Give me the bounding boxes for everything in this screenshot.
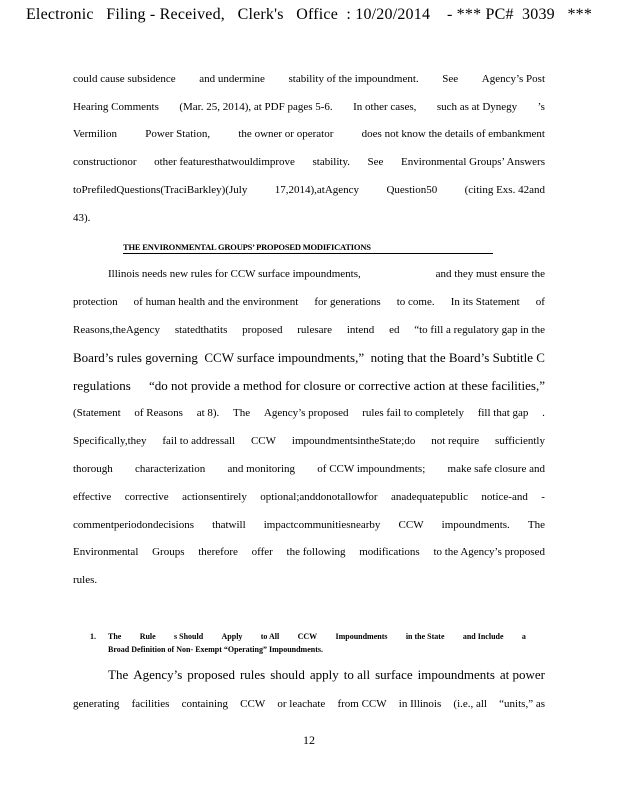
text-line	[108, 267, 545, 281]
text-segment: containing	[181, 698, 229, 710]
subheading-line-2	[108, 645, 323, 655]
text-segment: generating	[73, 698, 120, 710]
text-line	[73, 490, 545, 504]
subheading-word: and Include	[462, 632, 504, 641]
subheading-word: of	[167, 645, 175, 654]
text-segment: “units,” as	[499, 698, 545, 710]
text-segment: notice-and	[481, 491, 528, 503]
text-segment: the owner or operator	[238, 128, 334, 140]
text-line	[108, 668, 545, 682]
text-line	[73, 573, 545, 587]
subheading-word: Broad	[108, 645, 130, 654]
text-segment: modifications	[359, 546, 420, 558]
text-segment: ’s	[537, 101, 545, 113]
text-segment: (i.e., all	[453, 698, 488, 710]
text-segment: optional;anddonotallowfor	[260, 491, 378, 503]
text-segment: Illinois needs new rules for CCW surface impoundments,	[108, 268, 361, 280]
text-segment: CCW surface impoundments,”	[204, 350, 365, 365]
text-segment: CCW	[240, 698, 266, 710]
text-segment: effective	[73, 491, 112, 503]
subheading-word: CCW	[297, 632, 318, 641]
text-line	[73, 379, 545, 393]
text-segment: from CCW	[337, 698, 387, 710]
text-segment: anadequatepublic	[391, 491, 468, 503]
text-segment: the following	[286, 546, 346, 558]
text-segment: not require	[431, 435, 480, 447]
text-segment: such as at Dynegy	[436, 101, 518, 113]
text-line	[73, 406, 545, 420]
text-line	[73, 295, 545, 309]
text-segment: to come.	[396, 296, 435, 308]
text-segment: impoundments	[417, 667, 495, 682]
subheading-word: The	[108, 632, 122, 641]
text-segment: Agency’s proposed	[263, 407, 349, 419]
text-segment: of human health and the environment	[133, 296, 299, 308]
text-segment: Question50	[386, 184, 438, 196]
text-segment: proposed	[242, 324, 283, 336]
text-segment: thatwill	[212, 519, 246, 531]
text-segment: should	[270, 667, 305, 682]
text-line	[73, 155, 545, 169]
text-segment: “to fill a regulatory gap in the	[414, 324, 545, 336]
text-segment: to all	[343, 667, 371, 682]
text-segment: or leachate	[277, 698, 326, 710]
text-segment: protection	[73, 296, 118, 308]
text-segment: CCW	[250, 435, 277, 447]
text-segment: The	[233, 407, 251, 419]
text-segment: impoundments.	[441, 519, 510, 531]
text-line	[73, 545, 545, 559]
text-segment: intend	[346, 324, 375, 336]
text-segment: (citing Exs. 42and	[464, 184, 545, 196]
text-line	[73, 434, 545, 448]
subheading-word: Impoundments	[335, 632, 388, 641]
text-segment: other featuresthatwouldimprove	[154, 156, 295, 168]
text-segment: of	[535, 296, 545, 308]
text-segment: rules.	[73, 574, 98, 586]
text-segment: commentperiodondecisions	[73, 519, 194, 531]
text-segment: The	[108, 667, 129, 682]
text-line	[73, 462, 545, 476]
text-segment: See	[442, 73, 459, 85]
text-segment: Power Station,	[145, 128, 211, 140]
text-segment: rules	[239, 667, 266, 682]
text-segment: fill that gap	[477, 407, 529, 419]
text-line	[73, 211, 545, 225]
text-segment: regulations	[73, 378, 131, 393]
text-line	[73, 697, 545, 711]
subheading-word: Exempt “Operating” Impoundments.	[195, 645, 323, 654]
text-segment: could cause subsidence	[73, 73, 176, 85]
page-number: 12	[303, 733, 315, 747]
text-segment: Vermilion	[73, 128, 117, 140]
text-segment: does not know the details of embankment	[361, 128, 545, 140]
text-line	[73, 100, 545, 114]
text-line	[73, 351, 545, 365]
text-segment: 17,2014),atAgency	[274, 184, 360, 196]
text-segment: Hearing Comments	[73, 101, 159, 113]
text-segment: of Reasons	[134, 407, 183, 419]
text-segment: Reasons,theAgency	[73, 324, 161, 336]
text-segment: stability.	[312, 156, 350, 168]
text-segment: In its Statement	[450, 296, 520, 308]
subheading-word: Apply	[221, 632, 243, 641]
text-segment: .	[542, 407, 545, 419]
text-segment: -	[541, 491, 545, 503]
subheading-word: Rule	[139, 632, 156, 641]
text-segment: and monitoring	[227, 463, 296, 475]
text-segment: apply	[309, 667, 339, 682]
subheading-line-1	[108, 632, 526, 642]
filing-header: Electronic Filing - Received, Clerk's Office : 10/20/2014 - *** PC# 3039 ***	[25, 6, 593, 23]
text-segment: actionsentirely	[182, 491, 247, 503]
text-segment: at power	[499, 667, 545, 682]
text-segment: See	[367, 156, 384, 168]
text-segment: rulesare	[297, 324, 333, 336]
text-segment: in Illinois	[398, 698, 442, 710]
text-segment: Environmental Groups’ Answers	[401, 156, 545, 168]
text-segment: fail to addressall	[162, 435, 236, 447]
text-segment: rules fail to completely	[362, 407, 464, 419]
text-segment: characterization	[135, 463, 206, 475]
text-segment: facilities	[131, 698, 170, 710]
text-segment: surface	[375, 667, 413, 682]
text-segment: proposed	[187, 667, 235, 682]
text-segment: constructionor	[73, 156, 137, 168]
text-segment: offer	[251, 546, 273, 558]
text-segment: “do not provide a method for closure or corrective action at these facilities,”	[149, 378, 545, 393]
subheading-word: to All	[260, 632, 280, 641]
text-segment: sufficiently	[495, 435, 545, 447]
text-line	[73, 183, 545, 197]
text-segment: and undermine	[199, 73, 265, 85]
text-segment: and they must ensure the	[435, 268, 545, 280]
text-segment: thorough	[73, 463, 113, 475]
text-line	[73, 323, 545, 337]
text-segment: corrective	[124, 491, 169, 503]
text-segment: impoundmentsintheState;do	[291, 435, 416, 447]
subheading-word: s Should	[174, 632, 204, 641]
text-segment: statedthatits	[174, 324, 228, 336]
text-segment: make safe closure and	[447, 463, 545, 475]
text-segment: to the Agency’s proposed	[433, 546, 545, 558]
text-line	[73, 127, 545, 141]
text-segment: toPrefiledQuestions(TraciBarkley)(July	[73, 184, 248, 196]
text-segment: (Statement	[73, 407, 121, 419]
text-segment: of CCW impoundments;	[317, 463, 426, 475]
subheading-word: a	[521, 632, 526, 641]
subheading-word: in the State	[405, 632, 445, 641]
text-segment: Environmental	[73, 546, 139, 558]
text-segment: Agency’s Post	[481, 73, 545, 85]
text-segment: ed	[389, 324, 400, 336]
text-segment: impactcommunitiesnearby	[263, 519, 381, 531]
text-segment: 43).	[73, 212, 91, 224]
text-segment: for generations	[314, 296, 381, 308]
text-segment: Board’s rules governing	[73, 350, 198, 365]
subheading-word: Definition	[131, 645, 166, 654]
section-heading: THE ENVIRONMENTAL GROUPS’ PROPOSED MODIFICATIONS	[123, 242, 493, 254]
text-segment: at 8).	[196, 407, 220, 419]
subheading-word: Non-	[176, 645, 194, 654]
text-segment: therefore	[198, 546, 238, 558]
text-segment: In other cases,	[353, 101, 417, 113]
text-line	[73, 518, 545, 532]
text-segment: The	[527, 519, 545, 531]
text-segment: (Mar. 25, 2014), at PDF pages 5-6.	[179, 101, 333, 113]
text-segment: Groups	[152, 546, 185, 558]
text-segment: Agency’s	[133, 667, 183, 682]
subheading-number: 1.	[90, 632, 96, 641]
text-line	[73, 72, 545, 86]
text-segment: noting that the Board’s Subtitle C	[370, 350, 545, 365]
text-segment: Specifically,they	[73, 435, 147, 447]
text-segment: CCW	[398, 519, 424, 531]
text-segment: stability of the impoundment.	[288, 73, 419, 85]
